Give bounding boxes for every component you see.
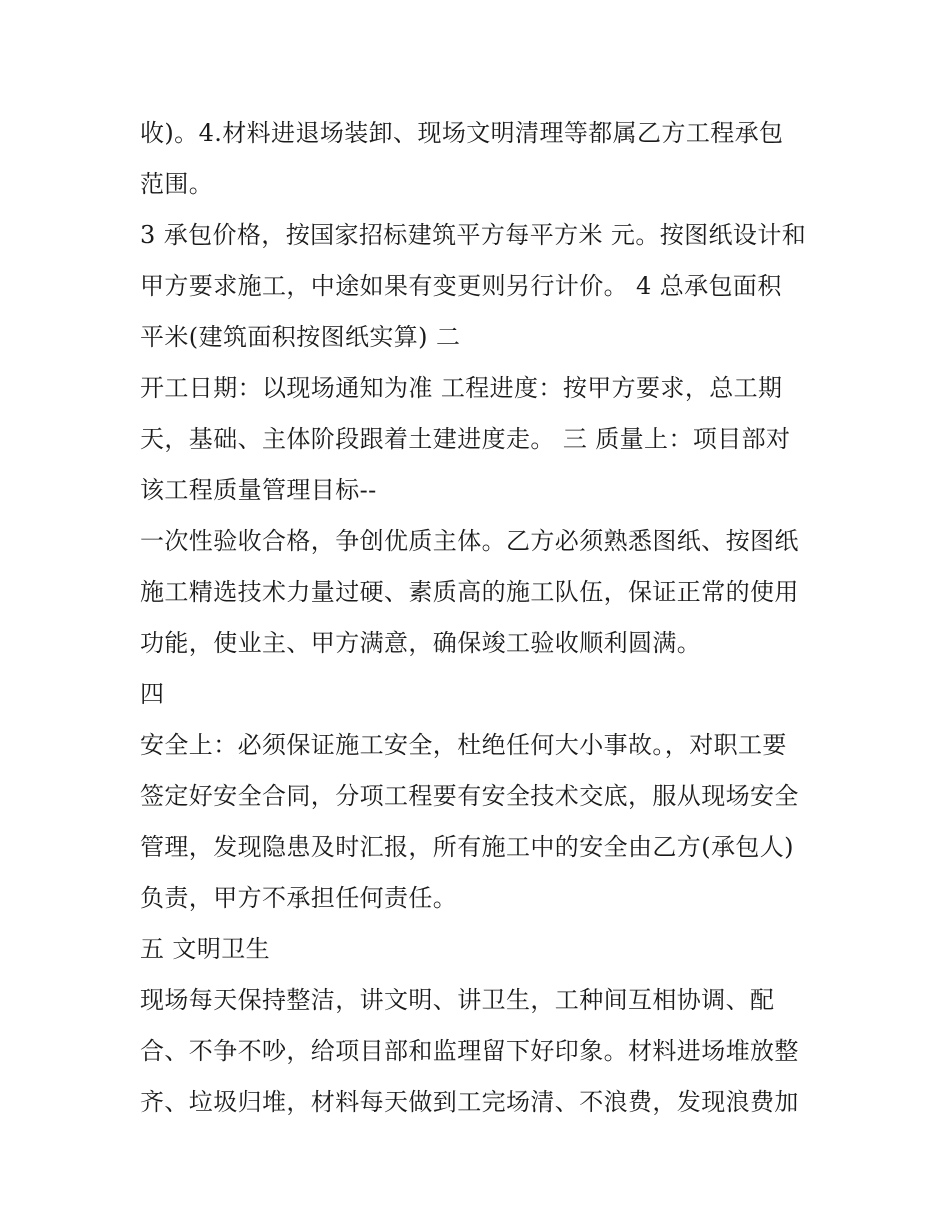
- contract-body-text: [140, 108, 820, 1128]
- text-line: 齐、垃圾归堆，材料每天做到工完场清、不浪费，发现浪费加: [140, 1088, 799, 1116]
- text-line: 合、不争不吵，给项目部和监理留下好印象。材料进场堆放整: [140, 1037, 799, 1065]
- text-line: 管理，发现隐患及时汇报，所有施工中的安全由乙方(承包人): [140, 833, 794, 861]
- text-line: 安全上：必须保证施工安全，杜绝任何大小事故。，对职工要: [140, 731, 787, 759]
- text-line: 现场每天保持整洁，讲文明、讲卫生，工种间互相协调、配: [140, 986, 775, 1014]
- text-line: 该工程质量管理目标--: [140, 476, 377, 504]
- text-line: 功能，使业主、甲方满意，确保竣工验收顺利圆满。: [140, 629, 702, 657]
- text-line: 3 承包价格，按国家招标建筑平方每平方米 元。按图纸设计和: [140, 221, 807, 249]
- text-line: 平米(建筑面积按图纸实算) 二: [140, 323, 461, 351]
- text-line: 收)。4.材料进退场装卸、现场文明清理等都属乙方工程承包: [140, 119, 784, 147]
- text-line: 负责，甲方不承担任何责任。: [140, 884, 458, 912]
- section-heading-four: 四: [140, 680, 165, 708]
- text-line: 开工日期：以现场通知为准 工程进度：按甲方要求，总工期: [140, 374, 783, 402]
- section-heading-five: 五 文明卫生: [140, 935, 271, 963]
- text-line: 施工精选技术力量过硬、素质高的施工队伍，保证正常的使用: [140, 578, 799, 606]
- text-line: 天，基础、主体阶段跟着土建进度走。 三 质量上：项目部对: [140, 425, 791, 453]
- text-line: 甲方要求施工，中途如果有变更则另行计价。 4 总承包面积: [140, 272, 782, 300]
- text-line: 范围。: [140, 170, 214, 198]
- text-line: 签定好安全合同，分项工程要有安全技术交底，服从现场安全: [140, 782, 799, 810]
- text-line: 一次性验收合格，争创优质主体。乙方必须熟悉图纸、按图纸: [140, 527, 799, 555]
